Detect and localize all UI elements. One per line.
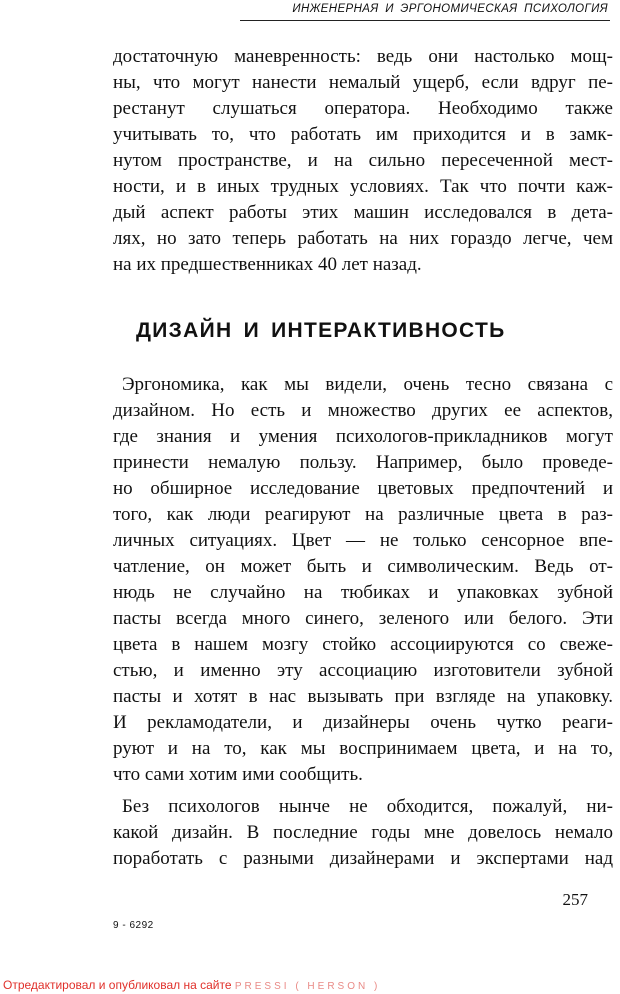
text-line: руют и на то, как мы воспринимаем цвета, и на то, <box>113 738 613 759</box>
text-line: пасты всегда много синего, зеленого или белого. Эти <box>113 608 613 629</box>
text-line: И рекламодатели, и дизайнеры очень чутко реаги- <box>113 712 613 733</box>
text-line: Без психологов нынче не обходится, пожалуй, ни- <box>122 796 613 817</box>
text-line: лях, но зато теперь работать на них гораздо легче, чем <box>113 228 613 249</box>
signature-mark: 9 - 6292 <box>113 920 154 931</box>
page-number: 257 <box>562 890 588 909</box>
text-line: где знания и умения психологов-прикладников могут <box>113 426 613 447</box>
text-line: чатление, он может быть и символическим. Ведь от- <box>113 556 613 577</box>
text-line: нюдь не случайно на тюбиках и упаковках зубной <box>113 582 613 603</box>
text-line: цвета в нашем мозгу стойко ассоциируются со свеже- <box>113 634 613 655</box>
text-line: ности, и в иных трудных условиях. Так что почти каж- <box>113 176 613 197</box>
text-line: какой дизайн. В последние годы мне довелось немало <box>113 822 613 843</box>
text-line: нутом пространстве, и на сильно пересеченной мест- <box>113 150 613 171</box>
watermark-text: Отредактировал и опубликовал на сайте <box>3 978 232 992</box>
text-line: пасты и хотят в нас вызывать при взгляде на упаковку. <box>113 686 613 707</box>
text-line: дизайном. Но есть и множество других ее аспектов, <box>113 400 613 421</box>
watermark[interactable] <box>3 978 380 992</box>
text-line: стью, и именно эту ассоциацию изготовители зубной <box>113 660 613 681</box>
text-line: поработать с разными дизайнерами и экспертами над <box>113 848 613 869</box>
section-heading: ДИЗАЙН И ИНТЕРАКТИВНОСТЬ <box>136 319 506 342</box>
running-header: ИНЖЕНЕРНАЯ И ЭРГОНОМИЧЕСКАЯ ПСИХОЛОГИЯ <box>292 3 608 15</box>
text-line: принести немалую пользу. Например, было проведе- <box>113 452 613 473</box>
text-line: Эргономика, как мы видели, очень тесно связана с <box>122 374 613 395</box>
text-line: на их предшественниках 40 лет назад. <box>113 254 422 275</box>
text-line: того, как люди реагируют на различные цвета в раз- <box>113 504 613 525</box>
text-line: учитывать то, что работать им приходится и в замк- <box>113 124 613 145</box>
text-line: дый аспект работы этих машин исследовался в дета- <box>113 202 613 223</box>
text-line: достаточную маневренность: ведь они настолько мощ- <box>113 46 613 67</box>
text-line: что сами хотим ими сообщить. <box>113 764 363 785</box>
watermark-brand: PRESSI ( HERSON ) <box>234 981 381 992</box>
text-line: ны, что могут нанести немалый ущерб, если вдруг пе- <box>113 72 613 93</box>
text-line: личных ситуациях. Цвет — не только сенсорное впе- <box>113 530 613 551</box>
text-line: но обширное исследование цветовых предпочтений и <box>113 478 613 499</box>
text-line: рестанут слушаться оператора. Необходимо также <box>113 98 613 119</box>
header-rule <box>240 20 610 21</box>
